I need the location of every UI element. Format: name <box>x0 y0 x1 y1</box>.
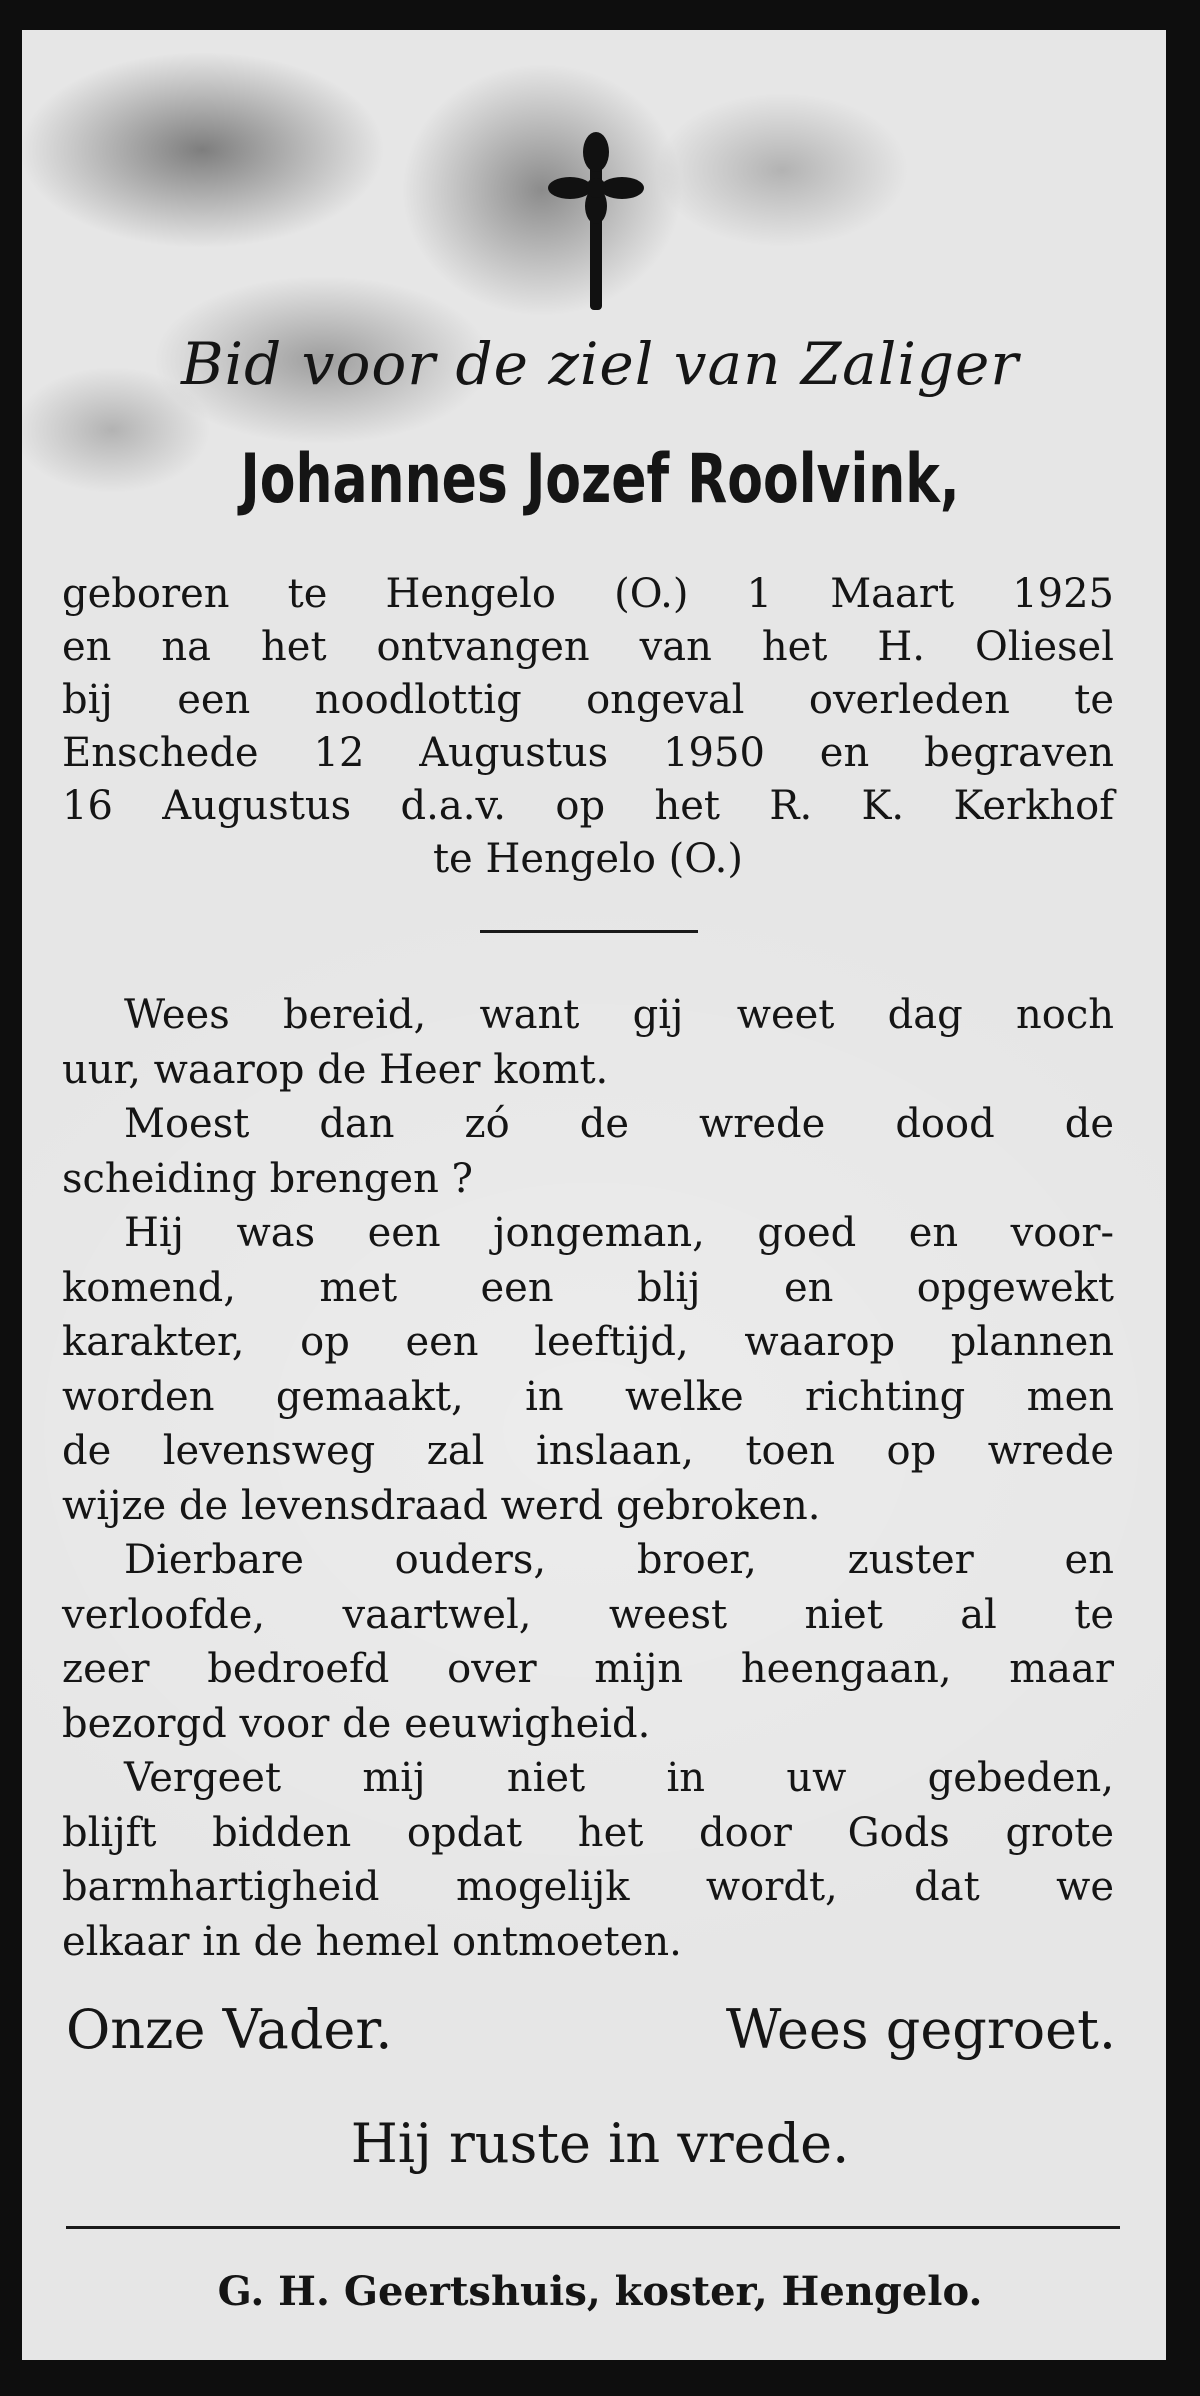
prayer-intro: Bid voor de ziel van Zaliger <box>180 330 1020 398</box>
closing-prayers <box>66 1998 1116 2061</box>
bottom-rule <box>66 2226 1120 2229</box>
printer-credit: G. H. Geertshuis, koster, Hengelo. <box>217 2268 983 2315</box>
text-line: zeer bedroefd over mijn heengaan, maar <box>62 1646 1114 1692</box>
text-line: Moest dan zó de wrede dood de <box>124 1101 1114 1147</box>
bio-line: bij een noodlottig ongeval overleden te <box>62 677 1114 723</box>
bio-line: te Hengelo (O.) <box>432 836 744 882</box>
divider <box>480 930 698 933</box>
text-line: Dierbare ouders, broer, zuster en <box>124 1537 1114 1583</box>
text-line: komend, met een blij en opgewekt <box>62 1264 1114 1311</box>
text-line: uur, waarop de Heer komt. <box>62 1046 609 1093</box>
bio-line: Enschede 12 Augustus 1950 en begraven <box>62 730 1114 776</box>
text-line: wijze de levensdraad werd gebroken. <box>62 1482 821 1529</box>
text-line: barmhartigheid mogelijk wordt, dat we <box>62 1864 1114 1910</box>
text-line: verloofde, vaartwel, weest niet al te <box>62 1591 1114 1638</box>
cross-icon <box>548 130 644 310</box>
text-line: de levensweg zal inslaan, toen op wrede <box>62 1428 1114 1474</box>
bio-line: geboren te Hengelo (O.) 1 Maart 1925 <box>62 571 1114 617</box>
text-line: bezorgd voor de eeuwigheid. <box>62 1700 651 1747</box>
text-line: Vergeet mij niet in uw gebeden, <box>124 1755 1114 1801</box>
memorial-text <box>62 988 1114 1969</box>
prayer-our-father: Onze Vader. <box>66 1998 393 2061</box>
bio-line: en na het ontvangen van het H. Oliesel <box>62 624 1114 670</box>
bio-line: 16 Augustus d.a.v. op het R. K. Kerkhof <box>62 783 1114 829</box>
text-line: blijft bidden opdat het door Gods grote <box>62 1809 1114 1856</box>
prayer-hail-mary: Wees gegroet. <box>725 1998 1116 2061</box>
text-line: worden gemaakt, in welke richting men <box>62 1373 1114 1420</box>
text-line: Hij was een jongeman, goed en voor- <box>124 1210 1114 1256</box>
text-line: Wees bereid, want gij weet dag noch <box>124 992 1114 1038</box>
text-line: elkaar in de hemel ontmoeten. <box>62 1918 682 1965</box>
rest-in-peace: Hij ruste in vrede. <box>350 2112 850 2175</box>
biography <box>62 568 1114 886</box>
deceased-name: Johannes Jozef Roolvink, <box>240 440 960 519</box>
text-line: karakter, op een leeftijd, waarop plannen <box>62 1319 1114 1365</box>
text-line: scheiding brengen ? <box>62 1155 473 1202</box>
